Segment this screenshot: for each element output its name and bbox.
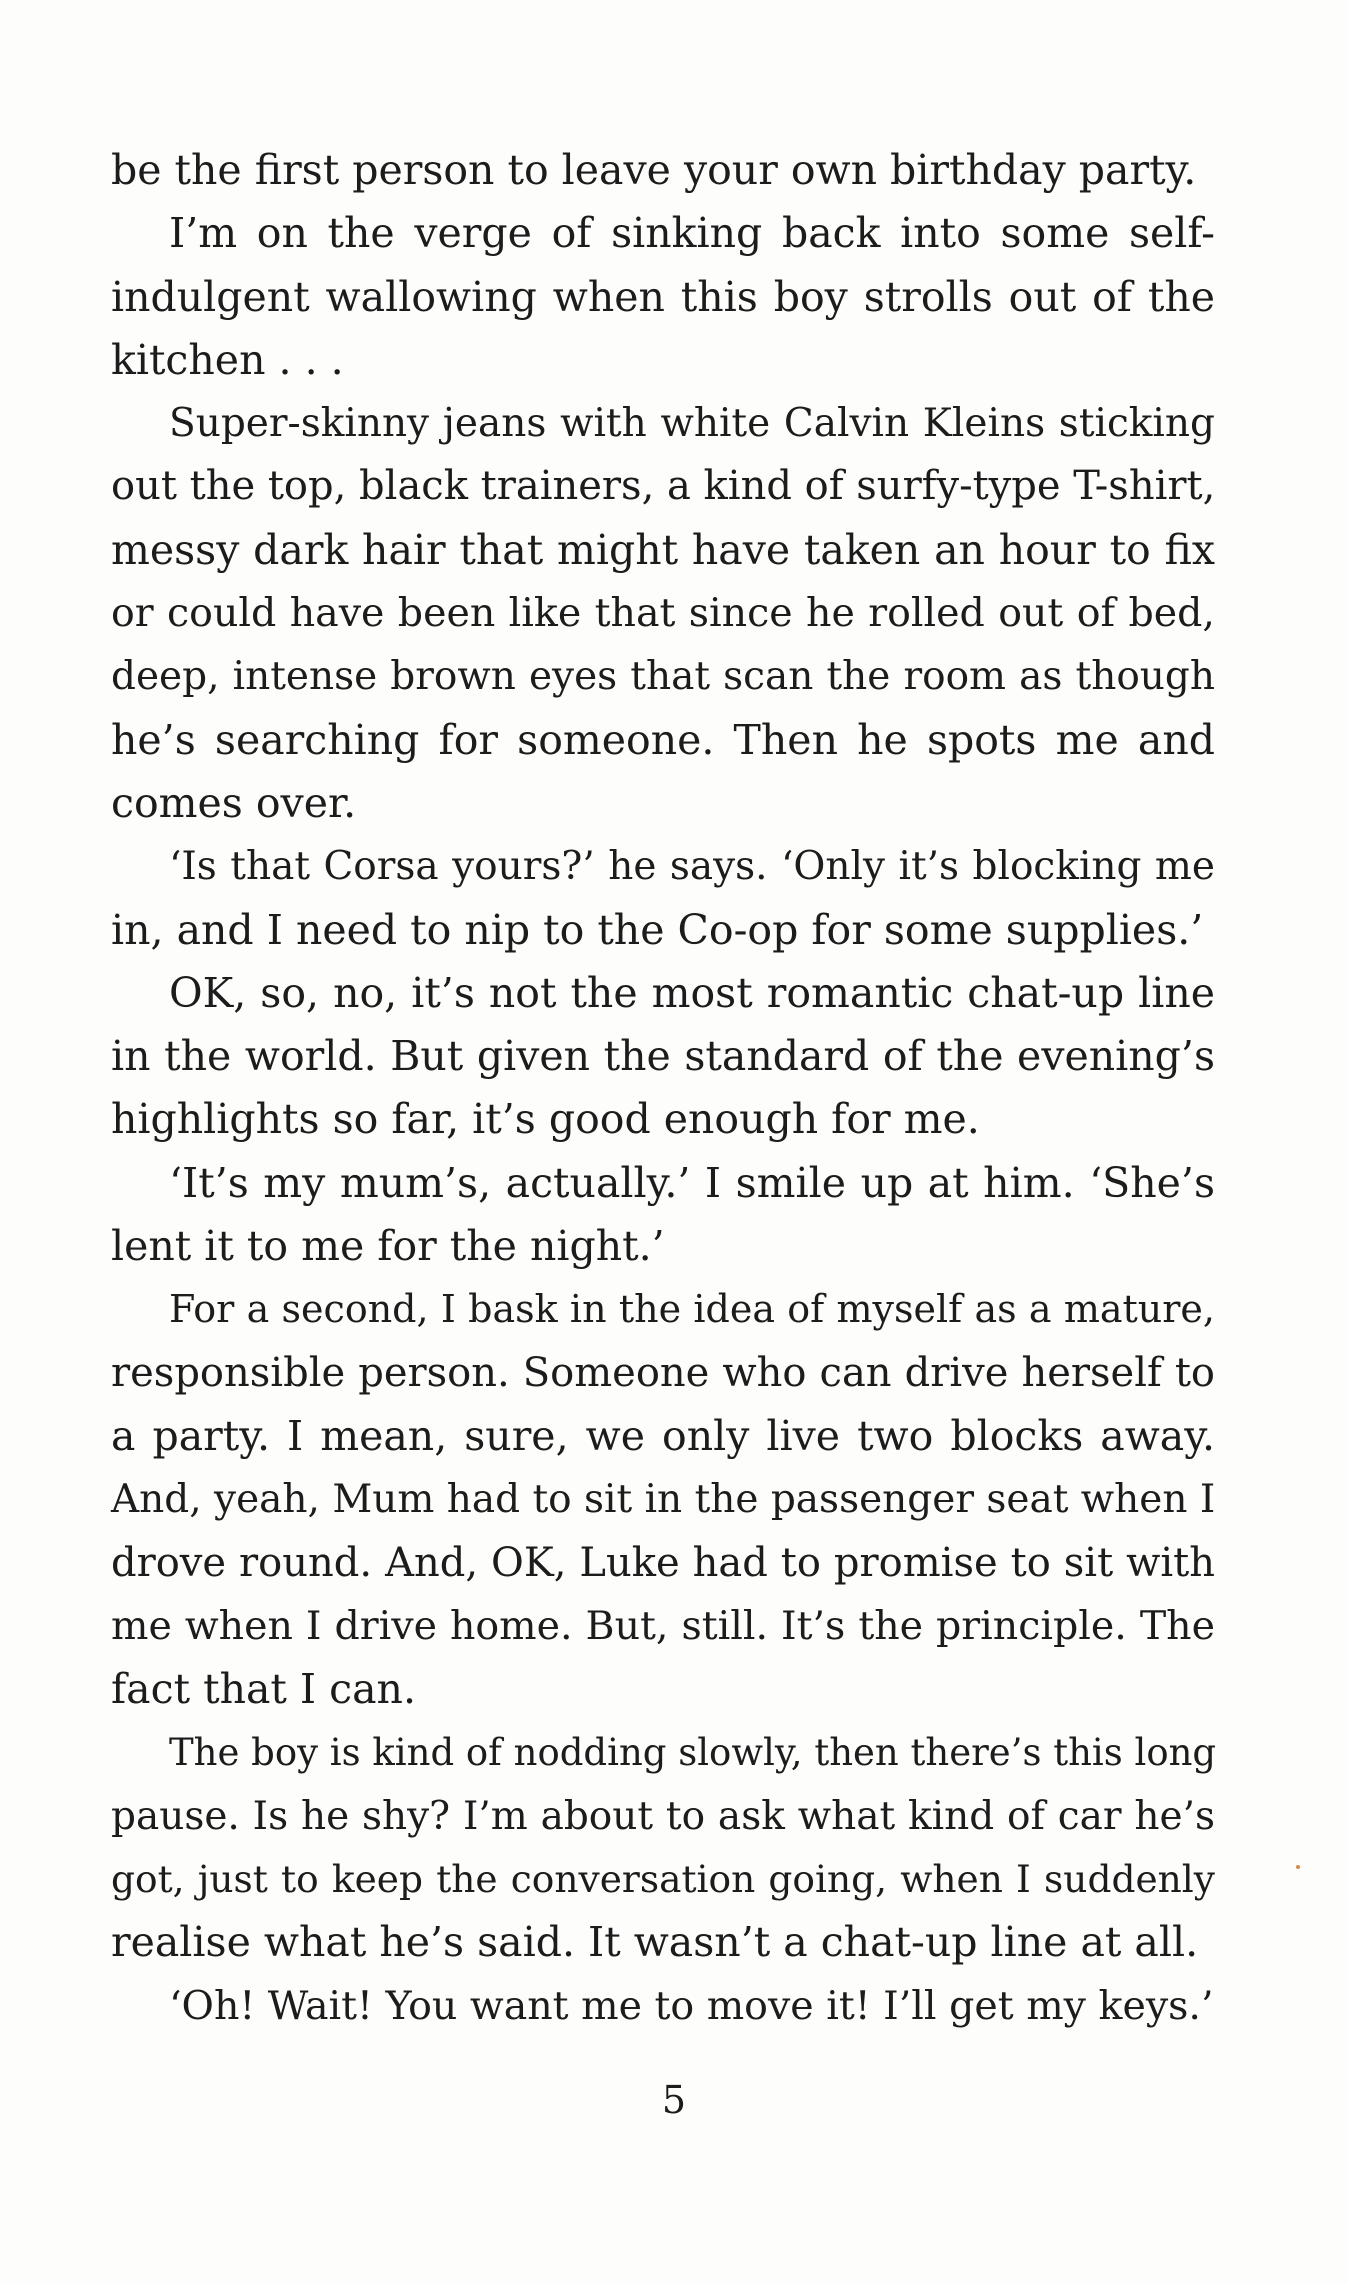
text-line: I’m on the verge of sinking back into some self- (169, 209, 1215, 258)
text-line: drove round. And, OK, Luke had to promise to sit with (111, 1539, 1215, 1586)
text-line: For a second, I bask in the idea of myself as a mature, (169, 1287, 1215, 1332)
text-line: The boy is kind of nodding slowly, then there’s this long (169, 1731, 1217, 1775)
paper-speck (1296, 1865, 1300, 1869)
body-text (111, 139, 1215, 2038)
text-line: pause. Is he shy? I’m about to ask what kind of car he’s (111, 1793, 1215, 1839)
text-line: responsible person. Someone who can drive herself to (111, 1349, 1215, 1396)
text-line: or could have been like that since he rolled out of bed, (111, 590, 1215, 637)
text-line: deep, intense brown eyes that scan the room as though (111, 654, 1215, 700)
text-line: OK, so, no, it’s not the most romantic chat-up line (169, 968, 1215, 1017)
text-line: in, and I need to nip to the Co-op for some supplies.’ (111, 905, 1204, 954)
text-line: he’s searching for someone. Then he spots me and (111, 715, 1215, 764)
text-line: kitchen . . . (111, 335, 344, 384)
text-line: highlights so far, it’s good enough for me. (111, 1095, 980, 1144)
text-line: ‘It’s my mum’s, actually.’ I smile up at him. ‘She’s (169, 1158, 1215, 1207)
text-line: fact that I can. (111, 1665, 416, 1714)
text-line: be the first person to leave your own birthday party. (111, 146, 1197, 194)
text-line: me when I drive home. But, still. It’s the principle. The (111, 1602, 1215, 1649)
text-line: got, just to keep the conversation going, when I suddenly (111, 1857, 1215, 1902)
text-line: realise what he’s said. It wasn’t a chat-up line at all. (111, 1918, 1199, 1967)
text-line: ‘Is that Corsa yours?’ he says. ‘Only it’s blocking me (169, 844, 1215, 890)
page-number: 5 (661, 2078, 687, 2122)
text-line: messy dark hair that might have taken an hour to fix (111, 525, 1215, 574)
text-line: in the world. But given the standard of the evening’s (111, 1032, 1215, 1081)
text-line: And, yeah, Mum had to sit in the passenger seat when I (111, 1477, 1216, 1523)
text-line: out the top, black trainers, a kind of surfy-type T-shirt, (111, 463, 1216, 510)
text-line: indulgent wallowing when this boy strolls out of the (111, 272, 1215, 321)
text-line: lent it to me for the night.’ (111, 1222, 665, 1271)
text-line: ‘Oh! Wait! You want me to move it! I’ll get my keys.’ (169, 1982, 1214, 2029)
text-line: Super-skinny jeans with white Calvin Kleins sticking (169, 401, 1215, 447)
text-line: comes over. (111, 778, 357, 827)
text-line: a party. I mean, sure, we only live two blocks away. (111, 1411, 1215, 1460)
